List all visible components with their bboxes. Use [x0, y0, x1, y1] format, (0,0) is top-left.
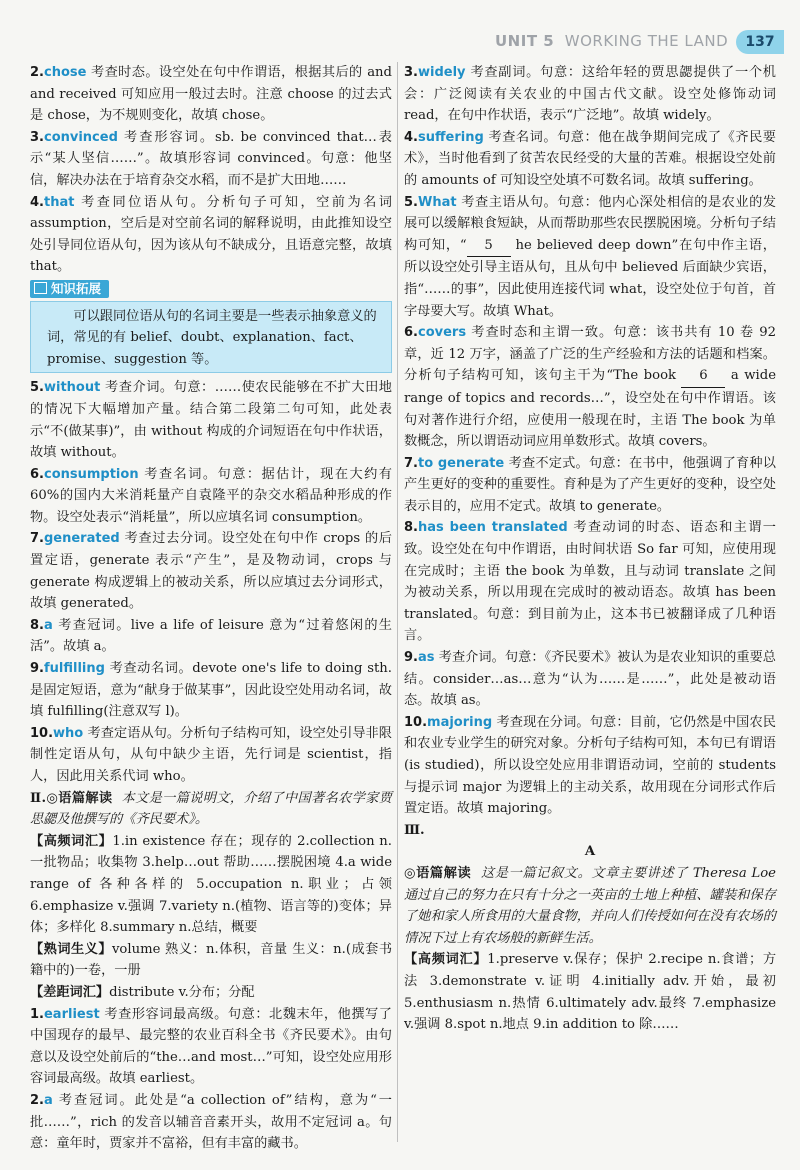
section-analysis: Ⅱ.◎语篇解读 本文是一篇说明文，介绍了中国著名农学家贾思勰及他撰写的《齐民要术》。	[30, 790, 392, 828]
answer-item: 3.widely 考查副词。句意：这给年轻的贾思勰提供了一个机会：广泛阅读有关农业的中国古代文献。设空处修饰动词 read，在句中作状语，表示“广泛地”。故填 widely。	[404, 65, 776, 124]
answer-item: 9.fulfilling 考查动名词。devote one's life to doing sth. 是固定短语，意为“献身于做某事”，因此设空处用动名词，故填 fulfilling(注意双写 l)。	[30, 661, 392, 720]
blank-6: 6	[681, 365, 725, 388]
knowledge-extension	[30, 278, 392, 373]
page-number: 137	[736, 30, 784, 54]
passage-label: A	[584, 844, 596, 860]
vocab-new-meaning: 【熟词生义】volume 熟义：n.体积，音量 生义：n.(成套书籍中的)一卷，一册	[30, 941, 393, 979]
answer-item: 6.covers 考查时态和主谓一致。句意：该书共有 10 卷 92 章，近 12 万字，涵盖了广泛的生产经验和方法的话题和档案。分析句子结构可知，该句主干为“The book 6 a wide range of topics and records…”，设空处在句中作谓语。该句对著作进行介绍，应使用一般现在时，主语 The book 为单数概念，所以谓语动词应用单数形式。故填 covers。	[404, 325, 777, 450]
answer-item: 10.majoring 考查现在分词。句意：目前，它仍然是中国农民和农业专业学生的研究对象。分析句子结构可知，本句已有谓语(is studied)，所以设空处应用非谓语动词，空前的 students 与提示词 major 为逻辑上的主动关系，故用现在分词形式作后置定语。故填 majoring。	[404, 714, 776, 817]
vocab-gap: 【差距词汇】distribute v.分布；分配	[30, 984, 255, 1000]
column-divider	[397, 62, 398, 1142]
right-column	[404, 62, 776, 1036]
answer-item: 7.to generate 考查不定式。句意：在书中，他强调了育种以产生更好的变种的重要性。育种是为了产生更好的变种，设空处表示目的，应用不定式。故填 to generate。	[404, 455, 776, 514]
section-heading: Ⅲ.	[404, 822, 425, 838]
section-analysis: ◎语篇解读 这是一篇记叙文。文章主要讲述了 Theresa Loe 通过自己的努力在只有十分之一英亩的土地上种植、罐装和保存了她和家人所食用的大量食物，并向人们传授如何在没有农场的情况下过上有农场般的新鲜生活。	[404, 865, 776, 946]
unit-title: UNIT 5 WORKING THE LAND	[495, 32, 729, 50]
answer-item: 4.suffering 考查名词。句意：他在战争期间完成了《齐民要术》，当时他看到了贫苦农民经受的大量的苦难。根据设空处前的 amounts of 可知设空处填不可数名词。故填 suffering。	[404, 129, 776, 188]
left-column	[30, 62, 392, 1155]
answer-item: 2.chose 考查时态。设空处在句中作谓语，根据其后的 and and received 可知应用一般过去时。注意 choose 的过去式是 chose，为不规则变化，故填 chose。	[30, 65, 392, 124]
answer-item: 8.has been translated 考查动词的时态、语态和主谓一致。设空处在句中作谓语，由时间状语 So far 可知，应使用现在完成时；主语 the book 为单数，且与动词 translate 之间为被动关系，所以用现在完成时的被动语态。故填 has been translated。句意：到目前为止，这本书已被翻译成了几种语言。	[404, 520, 776, 644]
answer-item: 5.What 考查主语从句。句意：他内心深处相信的是农业的发展可以缓解粮食短缺，从而帮助那些农民摆脱困境。分析句子结构可知，“ 5 he believed deep down”在句中作主语，所以设空处引导主语从句，且从句中 believed 后面缺少宾语，指“……的事”，因此使用连接代词 what，设空处位于句首，首字母要大写。故填 What。	[404, 194, 776, 319]
answer-item: 4.that 考查同位语从句。分析句子可知，空前为名词 assumption，空后是对空前名词的解释说明，由此推知设空处引导同位语从句，因为该从句不缺成分，且语意完整，故填 that。	[30, 194, 392, 275]
book-icon	[34, 282, 47, 294]
vocab-high: 【高频词汇】1.in existence 存在；现存的 2.collection n. 一批物品；收集物 3.help…out 帮助……摆脱困境 4.a wide range of 各种各样的 5.occupation n.职业；占领 6.emphasize v.强调 7.variety n.(植物、语言等的)变体；异体；多样化 8.summary n.总结，概要	[30, 833, 392, 936]
answer-item: 5.without 考查介词。句意：……使农民能够在不扩大田地的情况下大幅增加产量。结合第二段第二句可知，此处表示“不(做某事)”，由 without 构成的介词短语在句中作状语，故填 without。	[30, 380, 392, 461]
answer-item: 1.earliest 考查形容词最高级。句意：北魏末年，他撰写了中国现存的最早、最完整的农业百科全书《齐民要术》。由句意以及设空处前后的“the…and most…”可知，设空处应用形容词最高级。故填 earliest。	[30, 1006, 392, 1087]
extension-label: 知识拓展	[30, 280, 109, 298]
answer-item: 3.convinced 考查形容词。sb. be convinced that…表示“某人坚信……”。故填形容词 convinced。句意：他坚信，解决办法在于培育杂交水稻，而不是扩大田地……	[30, 129, 392, 188]
answer-item: 7.generated 考查过去分词。设空处在句中作 crops 的后置定语，generate 表示“产生”，是及物动词，crops 与 generate 构成逻辑上的被动关系，所以应填过去分词形式，故填 generated。	[30, 531, 392, 612]
blank-5: 5	[467, 235, 511, 258]
answer-item: 8.a 考查冠词。live a life of leisure 意为“过着悠闲的生活”。故填 a。	[30, 617, 392, 655]
answer-item: 2.a 考查冠词。此处是“a collection of”结构，意为“一批……”，rich 的发音以辅音音素开头，故用不定冠词 a。句意：童年时，贾家并不富裕，但有丰富的藏书。	[30, 1092, 392, 1152]
answer-item: 10.who 考查定语从句。分析句子结构可知，设空处引导非限制性定语从句，从句中缺少主语，先行词是 scientist，指人，因此用关系代词 who。	[30, 725, 392, 784]
vocab-high: 【高频词汇】1.preserve v.保存；保护 2.recipe n.食谱；方法 3.demonstrate v.证明 4.initially adv.开始，最初 5.enthusiasm n.热情 6.ultimately adv.最终 7.emphasize v.强调 8.spot n.地点 9.in addition to 除……	[404, 952, 777, 1033]
answer-item: 9.as 考查介词。句意：《齐民要术》被认为是农业知识的重要总结。consider…as…意为“认为……是……”，此处是被动语态。故填 as。	[404, 650, 776, 709]
answer-item: 6.consumption 考查名词。句意：据估计，现在大约有60%的国内大米消耗量产自袁隆平的杂交水稻品种形成的作物。设空处表示“消耗量”，所以应填名词 consumption。	[30, 466, 392, 525]
extension-box: 可以跟同位语从句的名词主要是一些表示抽象意义的词，常见的有 belief、doubt、explanation、fact、promise、suggestion 等。	[30, 301, 392, 374]
page-header	[495, 30, 800, 54]
